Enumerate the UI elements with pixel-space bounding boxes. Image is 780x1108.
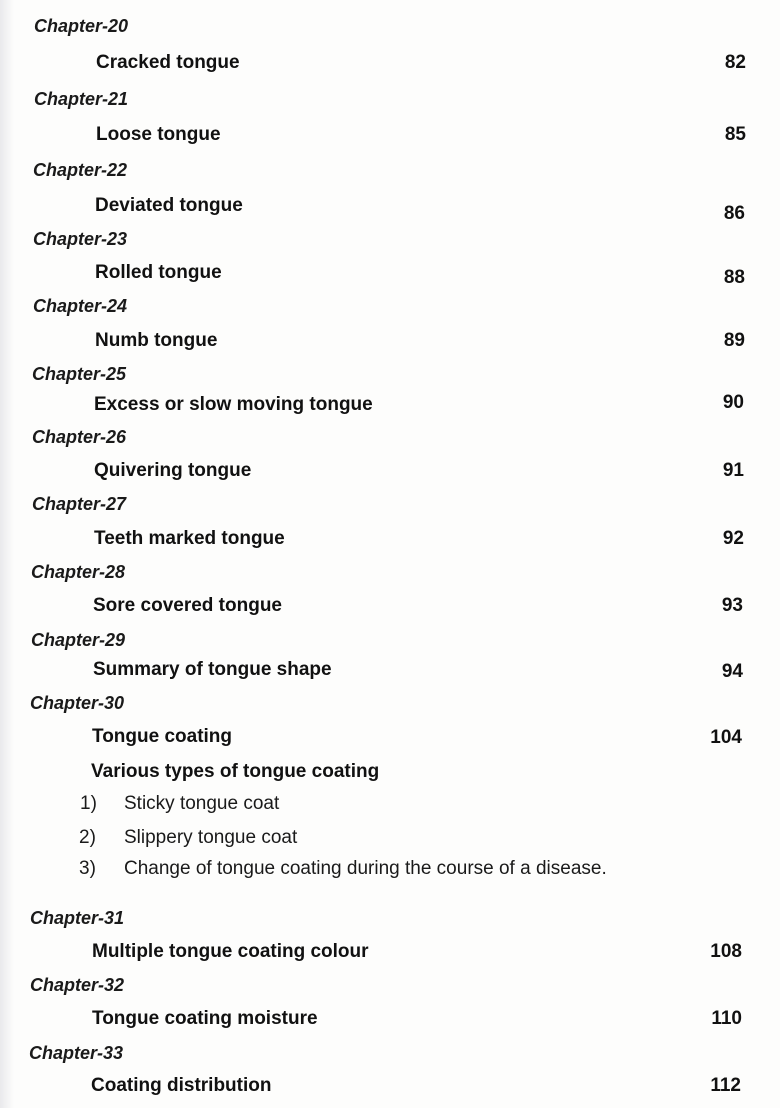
chapter-title: Deviated tongue xyxy=(95,195,243,216)
chapter-label: Chapter-30 xyxy=(30,693,125,713)
chapter-title: Cracked tongue xyxy=(96,52,240,73)
chapter-label: Chapter-29 xyxy=(31,630,126,650)
page-number: 108 xyxy=(710,941,742,962)
page-edge-shadow xyxy=(0,0,14,1108)
list-item-text: Slippery tongue coat xyxy=(124,827,298,848)
list-item-number: 2) xyxy=(79,827,96,848)
chapter-label: Chapter-32 xyxy=(30,975,125,995)
chapter-label: Chapter-27 xyxy=(32,494,127,514)
chapter-title: Tongue coating xyxy=(92,726,233,747)
chapter-label: Chapter-31 xyxy=(30,908,125,928)
chapter-title: Summary of tongue shape xyxy=(93,659,332,680)
page-number: 86 xyxy=(723,203,745,224)
chapter-label: Chapter-26 xyxy=(32,427,127,447)
chapter-label: Chapter-22 xyxy=(33,160,128,180)
page-number: 85 xyxy=(724,124,746,145)
chapter-title: Rolled tongue xyxy=(95,262,222,283)
chapter-title: Teeth marked tongue xyxy=(94,528,285,549)
chapter-title: Tongue coating moisture xyxy=(92,1008,318,1029)
subsection-heading: Various types of tongue coating xyxy=(91,761,380,782)
list-item-number: 1) xyxy=(80,793,97,814)
page-number: 94 xyxy=(721,661,743,682)
chapter-label: Chapter-23 xyxy=(33,229,128,249)
list-item-text: Sticky tongue coat xyxy=(124,793,280,814)
chapter-label: Chapter-21 xyxy=(34,89,129,109)
chapter-label: Chapter-28 xyxy=(31,562,126,582)
chapter-title: Excess or slow moving tongue xyxy=(94,394,373,415)
page-number: 89 xyxy=(723,330,745,351)
chapter-title: Sore covered tongue xyxy=(93,595,282,616)
chapter-title: Multiple tongue coating colour xyxy=(92,941,369,962)
chapter-title: Numb tongue xyxy=(95,330,218,351)
page-number: 104 xyxy=(710,727,742,748)
page-number: 90 xyxy=(722,392,744,413)
chapter-title: Loose tongue xyxy=(96,124,221,145)
list-item-number: 3) xyxy=(79,858,96,879)
page-number: 92 xyxy=(722,528,744,549)
page-number: 82 xyxy=(724,52,746,73)
page-number: 93 xyxy=(721,595,743,616)
chapter-label: Chapter-33 xyxy=(29,1043,124,1063)
page-number: 91 xyxy=(722,460,744,481)
chapter-label: Chapter-25 xyxy=(32,364,127,384)
list-item-text: Change of tongue coating during the course of a disease. xyxy=(124,858,607,879)
chapter-title: Coating distribution xyxy=(91,1075,272,1096)
page-number: 110 xyxy=(711,1008,742,1029)
chapter-title: Quivering tongue xyxy=(94,460,252,481)
page-number: 112 xyxy=(710,1075,741,1096)
page-number: 88 xyxy=(723,267,745,288)
chapter-label: Chapter-20 xyxy=(34,16,129,36)
chapter-label: Chapter-24 xyxy=(33,296,128,316)
